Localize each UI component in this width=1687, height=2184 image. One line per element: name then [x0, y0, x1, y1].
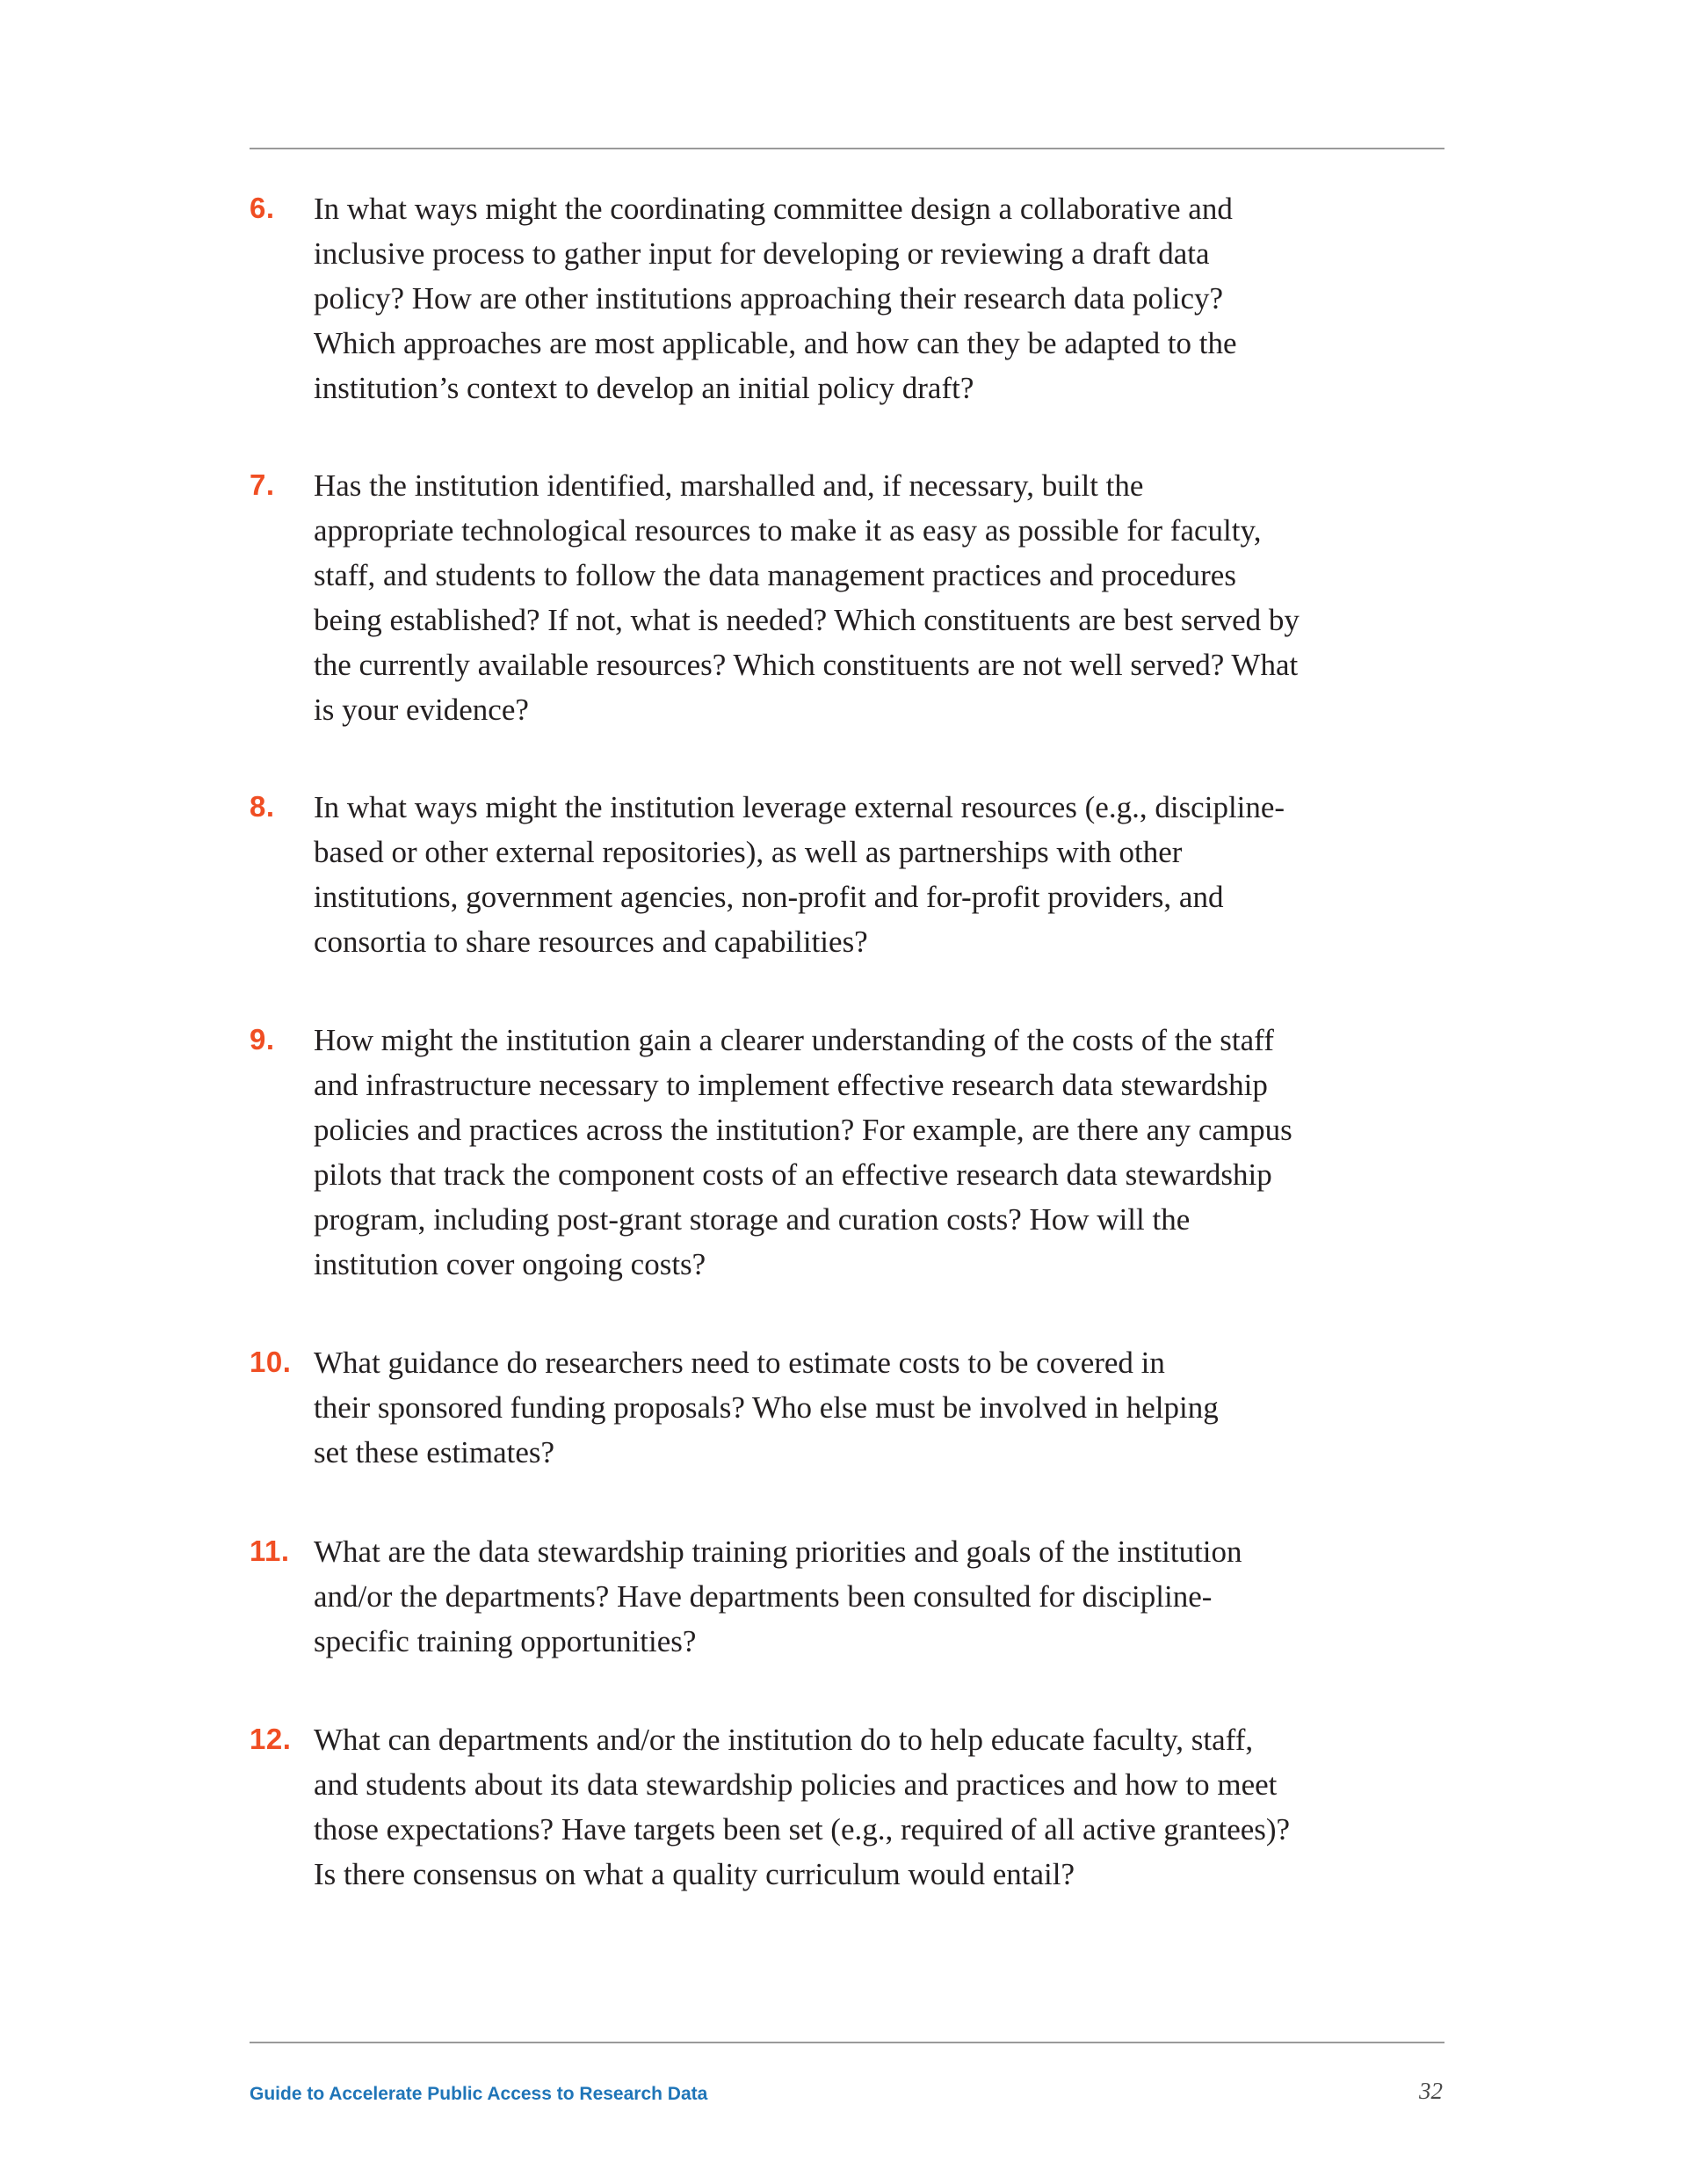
- question-line: institutions, government agencies, non-profit and for-profit providers, and: [314, 880, 1224, 914]
- question-line: consortia to share resources and capabilities?: [314, 925, 868, 959]
- question-number: 12.: [250, 1723, 292, 1755]
- question-line: staff, and students to follow the data management practices and procedures: [314, 558, 1236, 592]
- question-number: 9.: [250, 1023, 275, 1056]
- question-line: those expectations? Have targets been set (e.g., required of all active grantees)?: [314, 1812, 1291, 1847]
- question-text: [314, 463, 1444, 732]
- question-text: [314, 1340, 1444, 1475]
- question-line: set these estimates?: [314, 1435, 555, 1469]
- question-text: [314, 1717, 1444, 1897]
- question-line: policies and practices across the institution? For example, are there any campus: [314, 1113, 1292, 1147]
- question-line: being established? If not, what is needed? Which constituents are best served by: [314, 603, 1300, 637]
- question-line: based or other external repositories), as well as partnerships with other: [314, 835, 1183, 869]
- question-line: institution cover ongoing costs?: [314, 1247, 706, 1281]
- question-line: and infrastructure necessary to implement effective research data stewardship: [314, 1068, 1268, 1102]
- question-line: Has the institution identified, marshalled and, if necessary, built the: [314, 468, 1144, 503]
- question-line: the currently available resources? Which constituents are not well served? What: [314, 648, 1299, 682]
- question-text: [314, 1529, 1444, 1664]
- question-6: [250, 186, 1444, 410]
- question-line: What are the data stewardship training priorities and goals of the institution: [314, 1535, 1242, 1569]
- question-number: 6.: [250, 192, 275, 224]
- bottom-divider: [250, 2042, 1444, 2043]
- question-11: [250, 1529, 1444, 1664]
- question-line: What can departments and/or the institution do to help educate faculty, staff,: [314, 1723, 1254, 1757]
- question-line: How might the institution gain a clearer understanding of the costs of the staff: [314, 1023, 1274, 1057]
- question-line: What guidance do researchers need to estimate costs to be covered in: [314, 1346, 1165, 1380]
- question-number: 8.: [250, 790, 275, 823]
- question-number: 11.: [250, 1535, 290, 1567]
- question-number: 7.: [250, 468, 275, 501]
- question-line: In what ways might the institution leverage external resources (e.g., discipline-: [314, 790, 1285, 824]
- question-8: [250, 785, 1444, 964]
- question-line: specific training opportunities?: [314, 1624, 697, 1658]
- question-line: Which approaches are most applicable, and how can they be adapted to the: [314, 326, 1237, 360]
- question-line: their sponsored funding proposals? Who else must be involved in helping: [314, 1390, 1219, 1425]
- question-line: is your evidence?: [314, 693, 529, 727]
- question-line: and/or the departments? Have departments been consulted for discipline-: [314, 1579, 1213, 1614]
- question-number: 10.: [250, 1346, 292, 1378]
- question-7: [250, 463, 1444, 732]
- question-line: institution’s context to develop an initial policy draft?: [314, 371, 974, 405]
- question-line: In what ways might the coordinating committee design a collaborative and: [314, 192, 1233, 226]
- question-text: [314, 785, 1444, 964]
- question-line: policy? How are other institutions approaching their research data policy?: [314, 281, 1224, 316]
- question-text: [314, 1018, 1444, 1287]
- question-10: [250, 1340, 1444, 1475]
- top-divider: [250, 148, 1444, 149]
- page-number: 32: [1419, 2078, 1443, 2104]
- question-line: pilots that track the component costs of an effective research data stewardship: [314, 1157, 1272, 1192]
- question-line: and students about its data stewardship policies and practices and how to meet: [314, 1767, 1278, 1802]
- question-text: [314, 186, 1444, 410]
- question-line: program, including post-grant storage and curation costs? How will the: [314, 1202, 1191, 1237]
- question-line: appropriate technological resources to make it as easy as possible for faculty,: [314, 513, 1262, 548]
- question-line: inclusive process to gather input for developing or reviewing a draft data: [314, 236, 1210, 271]
- question-12: [250, 1717, 1444, 1897]
- footer-document-title: Guide to Accelerate Public Access to Research Data: [250, 2084, 708, 2104]
- question-9: [250, 1018, 1444, 1287]
- question-line: Is there consensus on what a quality curriculum would entail?: [314, 1857, 1075, 1891]
